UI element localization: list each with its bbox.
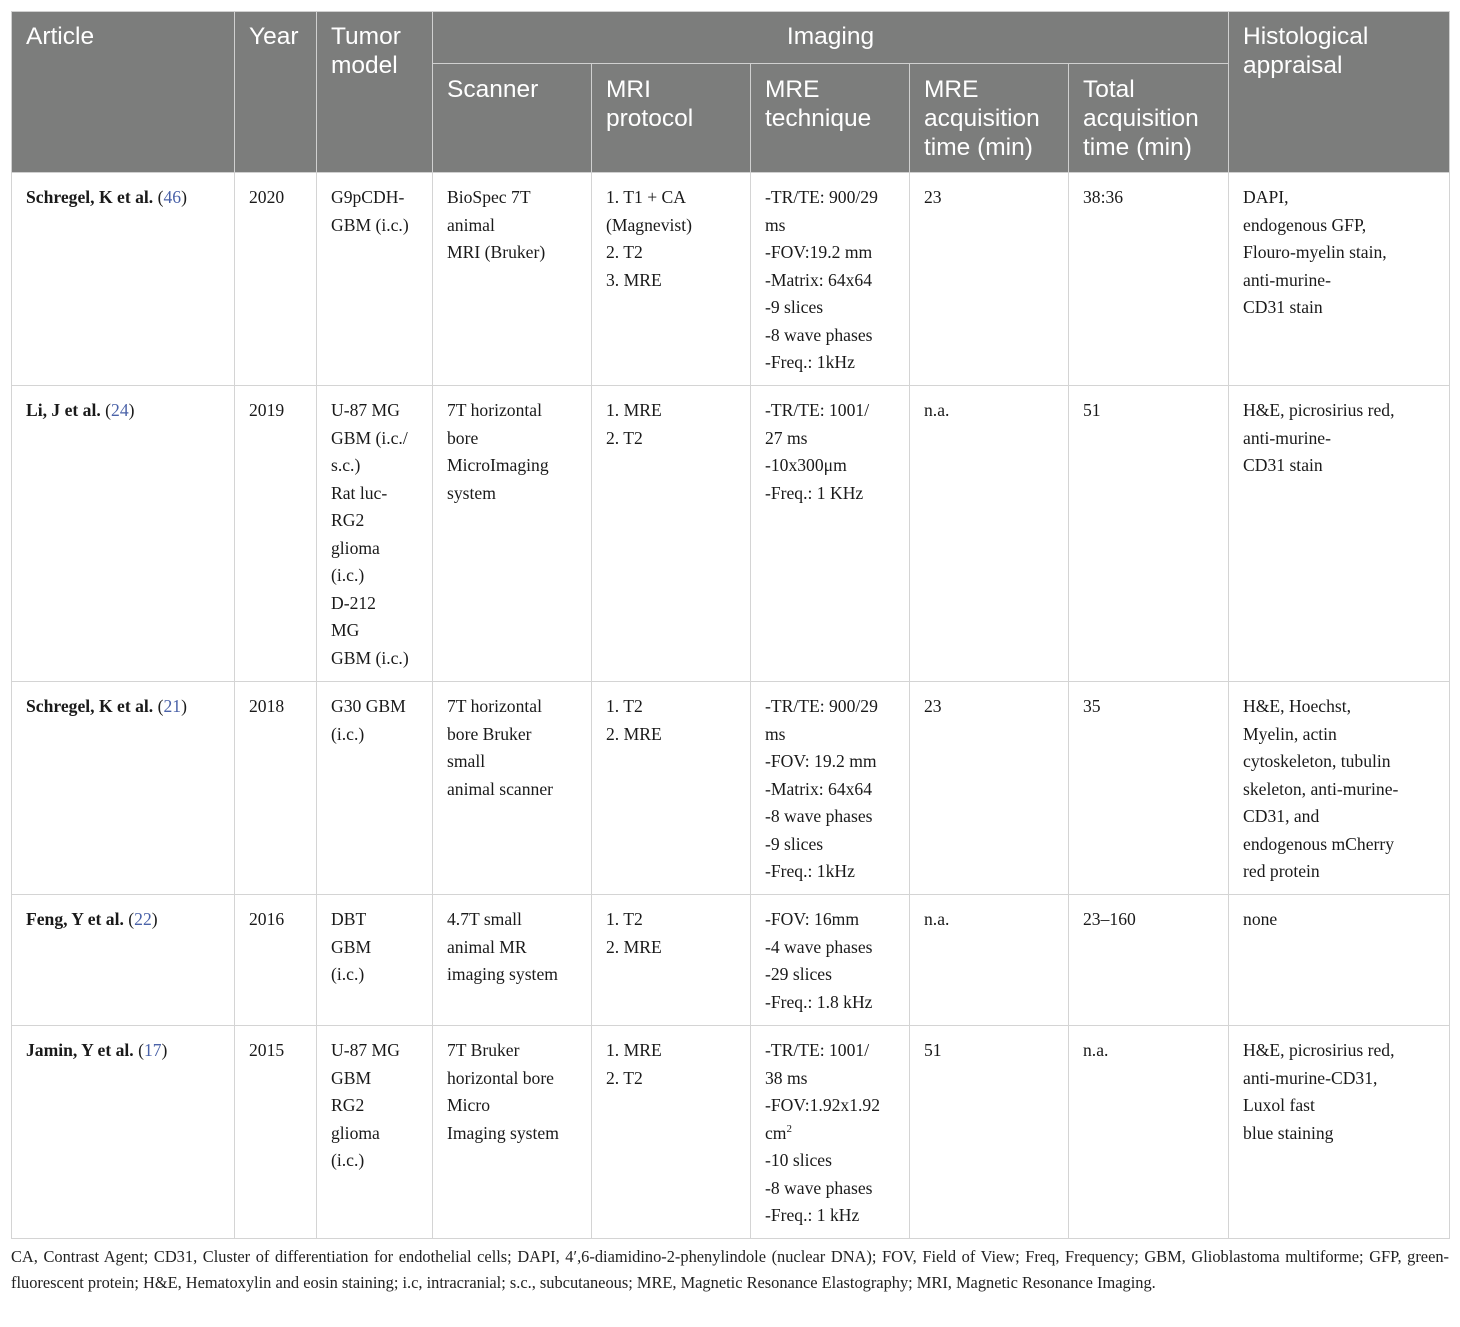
mre-technique-cell: -TR/TE: 900/29 ms -FOV: 19.2 mm -Matrix: 64x64 -8 wave phases -9 slices -Freq.: 1kHz xyxy=(751,682,910,895)
header-tumor-model: Tumor model xyxy=(317,12,433,173)
mre-technique-part-a: -TR/TE: 1001/ 38 ms -FOV:1.92x1.92 cm xyxy=(765,1040,881,1143)
article-cell: Jamin, Y et al. (17) xyxy=(12,1026,235,1239)
author-name: Jamin, Y et al. xyxy=(26,1040,134,1060)
table-header xyxy=(12,12,1450,173)
author-name: Schregel, K et al. xyxy=(26,696,154,716)
table-body xyxy=(12,173,1450,1239)
article-cell: Feng, Y et al. (22) xyxy=(12,895,235,1026)
mre-technique-cell: -TR/TE: 900/29 ms -FOV:19.2 mm -Matrix: 64x64 -9 slices -8 wave phases -Freq.: 1kHz xyxy=(751,173,910,386)
histology-cell: H&E, Hoechst, Myelin, actin cytoskeleton, tubulin skeleton, anti-murine- CD31, and endogenous mCherry red protein xyxy=(1229,682,1450,895)
histology-cell: H&E, picrosirius red, anti-murine-CD31, Luxol fast blue staining xyxy=(1229,1026,1450,1239)
tumor-model-cell: G30 GBM (i.c.) xyxy=(317,682,433,895)
total-time-cell: n.a. xyxy=(1069,1026,1229,1239)
table-row xyxy=(12,173,1450,386)
mri-protocol-cell: 1. T2 2. MRE xyxy=(592,895,751,1026)
header-year: Year xyxy=(235,12,317,173)
histology-cell: none xyxy=(1229,895,1450,1026)
total-time-cell: 51 xyxy=(1069,386,1229,682)
mre-time-cell: 23 xyxy=(910,173,1069,386)
scanner-cell: 7T horizontal bore Bruker small animal scanner xyxy=(433,682,592,895)
header-total-acquisition-time: Total acquisition time (min) xyxy=(1069,64,1229,173)
mre-technique-part-b: -10 slices -8 wave phases -Freq.: 1 kHz xyxy=(765,1150,873,1225)
mre-time-cell: n.a. xyxy=(910,895,1069,1026)
mri-protocol-cell: 1. MRE 2. T2 xyxy=(592,1026,751,1239)
mri-protocol-cell: 1. MRE 2. T2 xyxy=(592,386,751,682)
tumor-model-cell: U-87 MG GBM (i.c./ s.c.) Rat luc- RG2 glioma (i.c.) D-212 MG GBM (i.c.) xyxy=(317,386,433,682)
mre-technique-cell: -TR/TE: 1001/ 27 ms -10x300μm -Freq.: 1 KHz xyxy=(751,386,910,682)
author-name: Feng, Y et al. xyxy=(26,909,124,929)
mre-technique-cell xyxy=(751,1026,910,1239)
header-scanner: Scanner xyxy=(433,64,592,173)
histology-cell: DAPI, endogenous GFP, Flouro-myelin stain, anti-murine- CD31 stain xyxy=(1229,173,1450,386)
table-row xyxy=(12,895,1450,1026)
total-time-cell: 35 xyxy=(1069,682,1229,895)
header-article: Article xyxy=(12,12,235,173)
reference-link[interactable]: 21 xyxy=(163,696,182,716)
mri-protocol-cell: 1. T2 2. MRE xyxy=(592,682,751,895)
tumor-model-cell: U-87 MG GBM RG2 glioma (i.c.) xyxy=(317,1026,433,1239)
table-footnote: CA, Contrast Agent; CD31, Cluster of differentiation for endothelial cells; DAPI, 4′,6-diamidino-2-phenylindole (nuclear DNA); FOV, Field of View; Freq, Frequency; GBM, Glioblastoma multiforme; GFP, green-fluorescent protein; H&E, Hematoxylin and eosin staining; i.c, intracranial; s.c., subcutaneous; MRE, Magnetic Resonance Elastography; MRI, Magnetic Resonance Imaging. xyxy=(11,1247,1449,1292)
header-imaging: Imaging xyxy=(433,12,1229,64)
histology-cell: H&E, picrosirius red, anti-murine- CD31 stain xyxy=(1229,386,1450,682)
reference-link[interactable]: 24 xyxy=(111,400,129,420)
mre-time-cell: n.a. xyxy=(910,386,1069,682)
mri-protocol-cell: 1. T1 + CA (Magnevist) 2. T2 3. MRE xyxy=(592,173,751,386)
tumor-model-cell: DBT GBM (i.c.) xyxy=(317,895,433,1026)
table-row xyxy=(12,1026,1450,1239)
table-row xyxy=(12,682,1450,895)
header-mre-technique: MRE technique xyxy=(751,64,910,173)
scanner-cell: 7T Bruker horizontal bore Micro Imaging system xyxy=(433,1026,592,1239)
author-name: Li, J et al. xyxy=(26,400,101,420)
article-cell: Schregel, K et al. (21) xyxy=(12,682,235,895)
scanner-cell: BioSpec 7T animal MRI (Bruker) xyxy=(433,173,592,386)
year-cell: 2019 xyxy=(235,386,317,682)
scanner-cell: 7T horizontal bore MicroImaging system xyxy=(433,386,592,682)
superscript: 2 xyxy=(786,1122,792,1135)
reference-link[interactable]: 22 xyxy=(134,909,152,929)
tumor-model-cell: G9pCDH- GBM (i.c.) xyxy=(317,173,433,386)
header-mre-acquisition-time: MRE acquisition time (min) xyxy=(910,64,1069,173)
mre-time-cell: 23 xyxy=(910,682,1069,895)
reference-link[interactable]: 17 xyxy=(143,1040,162,1060)
year-cell: 2016 xyxy=(235,895,317,1026)
article-cell: Schregel, K et al. (46) xyxy=(12,173,235,386)
table-container xyxy=(11,11,1449,1239)
mre-studies-table xyxy=(11,11,1450,1239)
table-row xyxy=(12,386,1450,682)
year-cell: 2015 xyxy=(235,1026,317,1239)
total-time-cell: 23–160 xyxy=(1069,895,1229,1026)
header-mri-protocol: MRI protocol xyxy=(592,64,751,173)
year-cell: 2018 xyxy=(235,682,317,895)
mre-time-cell: 51 xyxy=(910,1026,1069,1239)
reference-link[interactable]: 46 xyxy=(163,187,182,207)
total-time-cell: 38:36 xyxy=(1069,173,1229,386)
year-cell: 2020 xyxy=(235,173,317,386)
article-cell: Li, J et al. (24) xyxy=(12,386,235,682)
header-histological-appraisal: Histological appraisal xyxy=(1229,12,1450,173)
author-name: Schregel, K et al. xyxy=(26,187,154,207)
scanner-cell: 4.7T small animal MR imaging system xyxy=(433,895,592,1026)
mre-technique-cell: -FOV: 16mm -4 wave phases -29 slices -Freq.: 1.8 kHz xyxy=(751,895,910,1026)
